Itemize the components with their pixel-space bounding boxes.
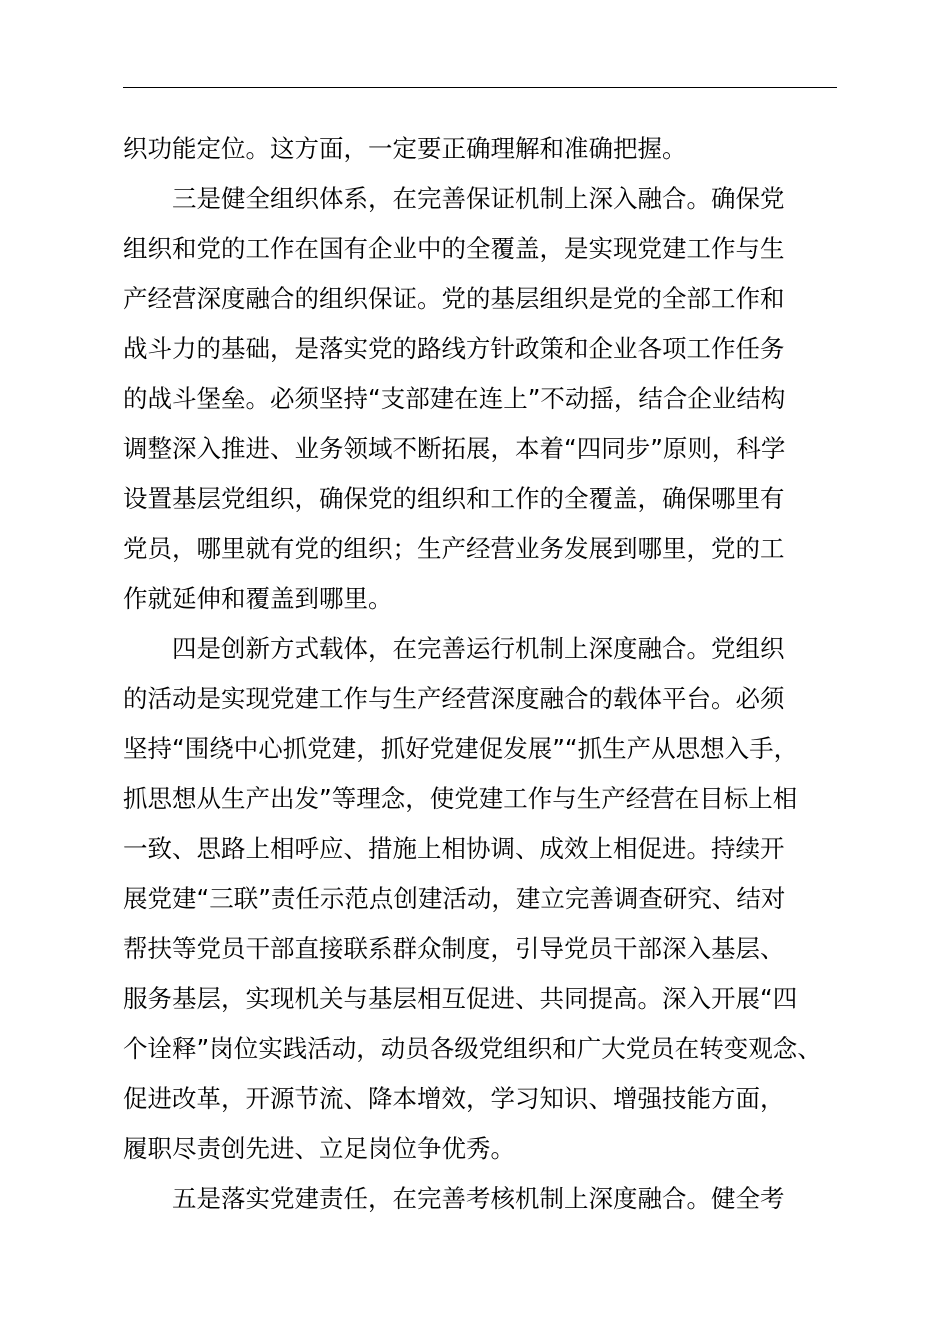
text-line: 坚持“围绕中心抓党建，抓好党建促发展”“抓生产从思想入手， bbox=[123, 734, 799, 763]
text-line: 服务基层，实现机关与基层相互促进、共同提高。深入开展“四 bbox=[123, 984, 798, 1013]
text-line: 促进改革，开源节流、降本增效，学习知识、增强技能方面， bbox=[123, 1084, 785, 1113]
text-line: 战斗力的基础，是落实党的路线方针政策和企业各项工作任务 bbox=[123, 334, 785, 363]
paragraph-start-line: 三是健全组织体系，在完善保证机制上深入融合。确保党 bbox=[172, 184, 785, 213]
text-line: 一致、思路上相呼应、措施上相协调、成效上相促进。持续开 bbox=[123, 834, 785, 863]
paragraph-start-line: 五是落实党建责任，在完善考核机制上深度融合。健全考 bbox=[172, 1184, 785, 1213]
text-line: 个诠释”岗位实践活动，动员各级党组织和广大党员在转变观念、 bbox=[123, 1034, 822, 1063]
paragraph-start-line: 四是创新方式载体，在完善运行机制上深度融合。党组织 bbox=[172, 634, 785, 663]
header-rule bbox=[123, 87, 837, 88]
text-line: 党员，哪里就有党的组织；生产经营业务发展到哪里，党的工 bbox=[123, 534, 785, 563]
text-line: 展党建“三联”责任示范点创建活动，建立完善调查研究、结对 bbox=[123, 884, 786, 913]
text-line: 产经营深度融合的组织保证。党的基层组织是党的全部工作和 bbox=[123, 284, 785, 313]
text-line: 帮扶等党员干部直接联系群众制度，引导党员干部深入基层、 bbox=[123, 934, 785, 963]
text-line: 调整深入推进、业务领域不断拓展，本着“四同步”原则，科学 bbox=[123, 434, 786, 463]
text-line: 的战斗堡垒。必须坚持“支部建在连上”不动摇，结合企业结构 bbox=[123, 384, 786, 413]
text-line: 设置基层党组织，确保党的组织和工作的全覆盖，确保哪里有 bbox=[123, 484, 785, 513]
document-body bbox=[123, 124, 883, 1224]
text-line: 履职尽责创先进、立足岗位争优秀。 bbox=[123, 1134, 515, 1163]
text-line: 织功能定位。这方面，一定要正确理解和准确把握。 bbox=[123, 134, 687, 163]
text-line: 抓思想从生产出发”等理念，使党建工作与生产经营在目标上相 bbox=[123, 784, 798, 813]
text-line: 作就延伸和覆盖到哪里。 bbox=[123, 584, 393, 613]
text-line: 组织和党的工作在国有企业中的全覆盖，是实现党建工作与生 bbox=[123, 234, 785, 263]
text-line: 的活动是实现党建工作与生产经营深度融合的载体平台。必须 bbox=[123, 684, 785, 713]
